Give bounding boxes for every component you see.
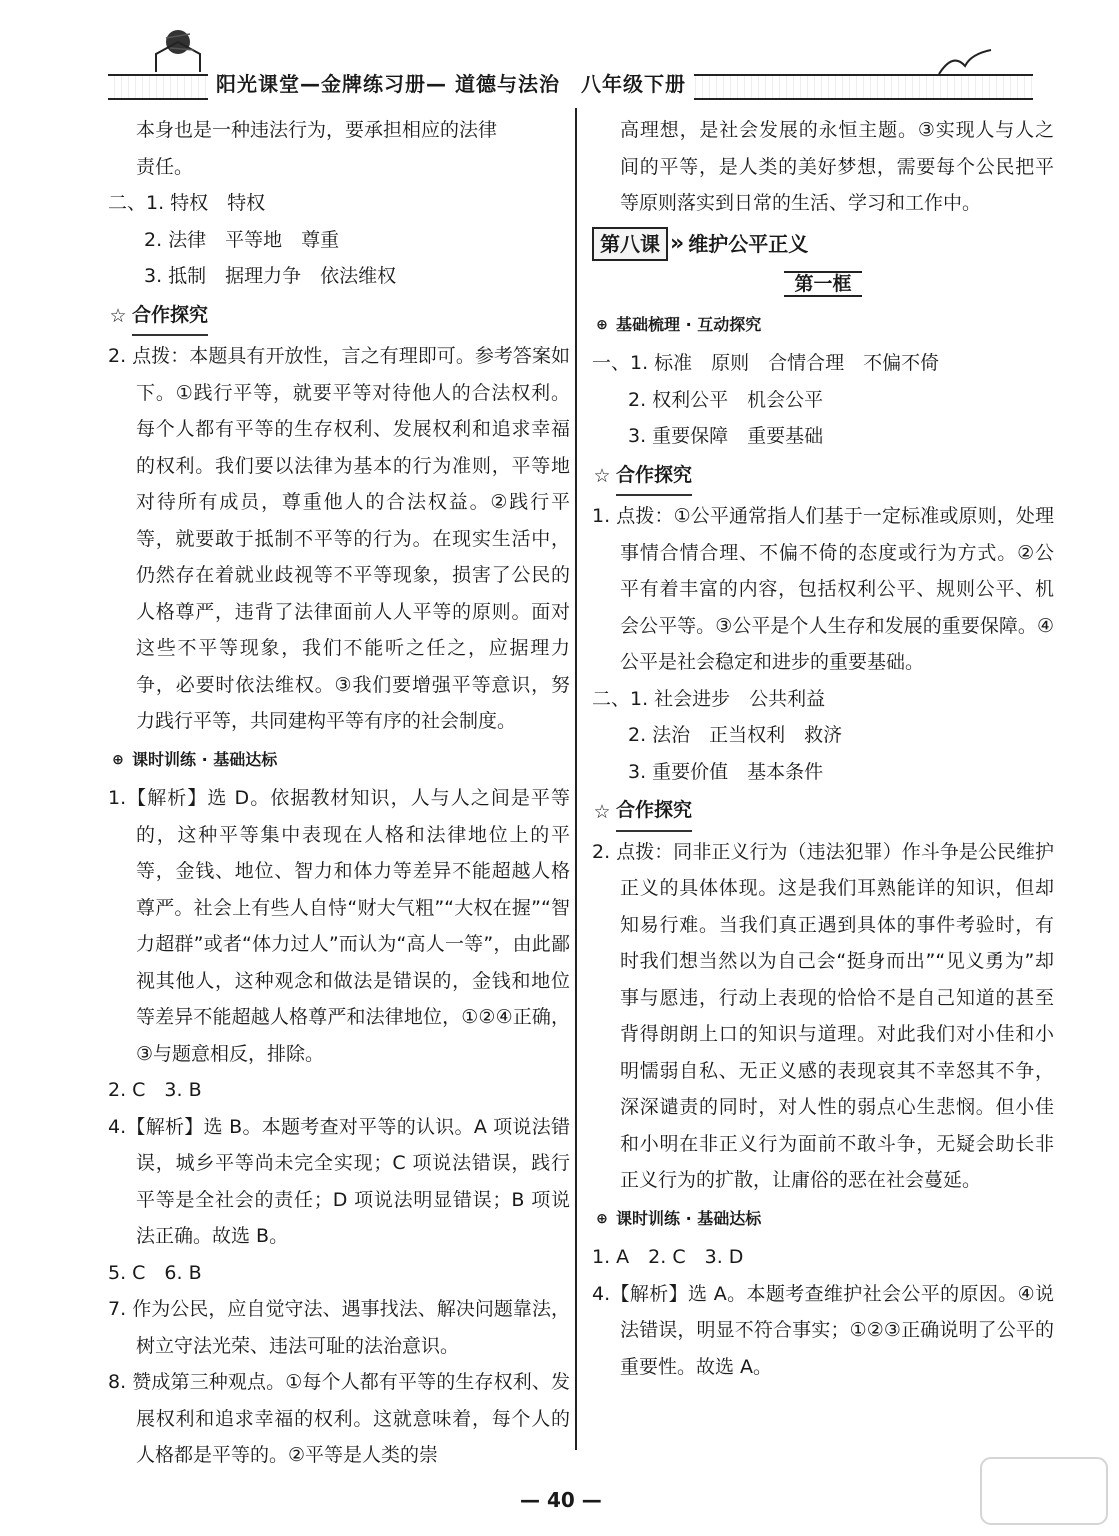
answer-paragraph: 8. 赞成第三种观点。①每个人都有平等的生存权利、发展权利和追求幸福的权利。这就意味着，每个人的人格都是平等的。②平等是人类的崇: [108, 1371, 570, 1466]
page-number: — 40 —: [520, 1488, 602, 1512]
section-heading: [108, 742, 570, 779]
answer-paragraph: 一、1. 标准 原则 合情合理 不偏不倚: [592, 352, 940, 374]
answer-paragraph: 高理想，是社会发展的永恒主题。③实现人与人之间的平等，是人类的美好梦想，需要每个公民把平等原则落实到日常的生活、学习和工作中。: [620, 119, 1054, 214]
column-divider: [575, 108, 577, 1450]
watermark-logo-icon: [979, 1456, 1109, 1526]
section-heading-label: 课时训练 · 基础达标: [132, 749, 278, 769]
star-icon: ☆: [109, 305, 127, 327]
answer-paragraph: 2. 点拨：同非正义行为（违法犯罪）作斗争是公民维护正义的具体体现。这是我们耳熟能详的知识，但却知易行难。当我们真正遇到具体的事件考验时，有时我们想当然以为自己会“挺身而出”“见义勇为”却事与愿违，行动上表现的恰恰不是自己知道的甚至背得朗朗上口的知识与道理。对此我们对小佳和小明懦弱自私、无正义感的表现哀其不幸怒其不争，深深谴责的同时，对人性的弱点心生悲悯。但小佳和小明在非正义行为面前不敢斗争，无疑会助长非正义行为的扩散，让庸俗的恶在社会蔓延。: [592, 840, 1054, 1191]
answer-paragraph: 3. 抵制 据理力争 依法维权: [144, 265, 397, 287]
section-heading-label: 合作探究: [616, 792, 692, 832]
answer-paragraph: 5. C 6. B: [108, 1261, 202, 1284]
left-column: [108, 112, 570, 1474]
lesson-title: 维护公平正义: [688, 231, 809, 256]
answer-paragraph: 3. 重要保障 重要基础: [628, 425, 824, 447]
header-title: 阳光课堂—金牌练习册— 道德与法治 八年级下册: [208, 68, 694, 100]
answer-paragraph: 二、1. 社会进步 公共利益: [592, 687, 826, 710]
answer-paragraph: 本身也是一种违法行为，要承担相应的法律: [136, 119, 498, 141]
book-icon: ⊕: [596, 316, 608, 333]
answer-paragraph: 1. A 2. C 3. D: [592, 1246, 744, 1268]
star-icon: ☆: [593, 800, 611, 823]
answer-paragraph: 2. 法律 平等地 尊重: [144, 228, 340, 251]
answer-paragraph: 4.【解析】选 A。本题考查维护社会公平的原因。④说法错误，明显不符合事实；①②③正确说明了公平的重要性。故选 A。: [592, 1282, 1054, 1378]
section-heading: [108, 297, 570, 337]
section-heading-label: 课时训练 · 基础达标: [616, 1208, 762, 1228]
section-heading: [592, 457, 1054, 497]
section-heading-label: 合作探究: [132, 297, 208, 337]
star-icon: ☆: [593, 465, 611, 487]
answer-paragraph: 7. 作为公民，应自觉守法、遇事找法、解决问题靠法，树立守法光荣、违法可耻的法治意识。: [108, 1298, 570, 1357]
page-header: [100, 28, 1035, 100]
chevron-right-icon: »: [670, 230, 685, 256]
answer-paragraph: 2. C 3. B: [108, 1079, 202, 1101]
lesson-tag: 第八课: [592, 227, 668, 261]
answer-paragraph: 二、1. 特权 特权: [108, 192, 266, 214]
house-decoration-icon: [150, 28, 210, 72]
section-heading-label: 合作探究: [616, 457, 692, 497]
answer-paragraph: 1. 点拨：①公平通常指人们基于一定标准或原则，处理事情合情合理、不偏不倚的态度或行为方式。②公平有着丰富的内容，包括权利公平、规则公平、机会公平等。③公平是个人生存和发展的重要保障。④公平是社会稳定和进步的重要基础。: [592, 505, 1054, 673]
section-heading: [592, 792, 1054, 832]
section-heading: [592, 1201, 1054, 1238]
answer-paragraph: 2. 权利公平 机会公平: [628, 388, 824, 411]
frame-title-label: 第一框: [784, 271, 861, 297]
book-icon: ⊕: [596, 1210, 608, 1227]
answer-paragraph: 2. 点拨：本题具有开放性，言之有理即可。参考答案如下。①践行平等，就要平等对待他人的合法权利。每个人都有平等的生存权利、发展权利和追求幸福的权利。我们要以法律为基本的行为准则，平等地对待所有成员，尊重他人的合法权益。②践行平等，就要敢于抵制不平等的行为。在现实生活中，仍然存在着就业歧视等不平等现象，损害了公民的人格尊严，违背了法律面前人人平等的原则。面对这些不平等现象，我们不能听之任之，应据理力争，必要时依法维权。③我们要增强平等意识，努力践行平等，共同建构平等有序的社会制度。: [108, 345, 570, 732]
frame-title: [592, 266, 1054, 303]
right-column: [592, 112, 1054, 1385]
answer-paragraph: 责任。: [136, 155, 194, 178]
answer-paragraph: 3. 重要价值 基本条件: [628, 760, 824, 783]
swallow-decoration-icon: [935, 48, 995, 78]
answer-paragraph: 4.【解析】选 B。本题考查对平等的认识。A 项说法错误，城乡平等尚未完全实现；C 项说法错误，践行平等是全社会的责任；D 项说法明显错误；B 项说法正确。故选 B。: [108, 1115, 570, 1247]
answer-paragraph: 2. 法治 正当权利 救济: [628, 724, 843, 746]
lesson-heading: [592, 226, 1054, 263]
section-heading: [592, 307, 1054, 344]
book-icon: ⊕: [112, 751, 124, 768]
section-heading-label: 基础梳理 · 互动探究: [616, 314, 762, 334]
answer-paragraph: 1.【解析】选 D。依据教材知识，人与人之间是平等的，这种平等集中表现在人格和法律地位上的平等，金钱、地位、智力和体力等差异不能超越人格尊严。社会上有些人自恃“财大气粗”“大权在握”“智力超群”或者“体力过人”而认为“高人一等”，由此鄙视其他人，这种观念和做法是错误的，金钱和地位等差异不能超越人格尊严和法律地位，①②④正确，③与题意相反，排除。: [108, 787, 570, 1065]
